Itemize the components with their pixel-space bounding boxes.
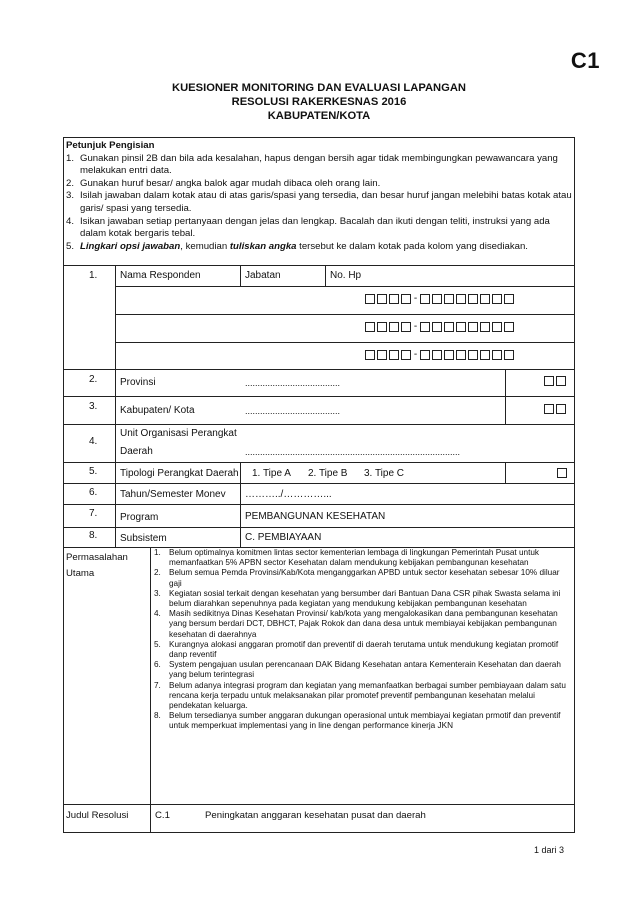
judul-resolusi-code: C.1 [155,810,170,821]
row-number: 4. [89,436,98,447]
instructions-heading: Petunjuk Pengisian [66,140,155,151]
row-number: 7. [89,508,98,519]
kabupaten-code-boxes[interactable] [544,404,568,414]
rule [115,342,574,343]
row-number: 2. [89,374,98,385]
instruction-item: 4. Isikan jawaban setiap pertanyaan dengan jelas dan lengkap. Bacalah dan ikuti dengan teliti, instruksi yang ada dalam kotak bergaris tebal. [66,215,550,240]
judul-resolusi-text: Peningkatan anggaran kesehatan pusat dan daerah [205,810,426,821]
nama-responden-label: Nama Responden [120,270,201,281]
phone-number-boxes[interactable]: - [365,294,516,304]
rule [64,483,574,484]
instruction-item: 2. Gunakan huruf besar/ angka balok agar mudah dibaca oleh orang lain. [66,177,381,189]
phone-number-boxes[interactable]: - [365,350,516,360]
row-number: 3. [89,401,98,412]
problem-item: 3. Kegiatan sosial terkait dengan kesehatan yang bersumber dari Bantuan Dana CSR pihak Swasta selama ini belum diarahkan sepenuhnya pada kegiatan yang mendukung kebijakan pembangunan kesehatan [154,588,561,609]
rule [64,424,574,425]
rule [505,369,506,424]
permasalahan-list [154,548,572,732]
title-line-1: KUESIONER MONITORING DAN EVALUASI LAPANGAN [172,82,466,94]
provinsi-code-boxes[interactable] [544,376,568,386]
rule [150,547,151,832]
tipologi-answer-box[interactable] [557,468,569,478]
rule [64,462,574,463]
subsistem-value: C. PEMBIAYAAN [245,532,322,543]
problem-item: 7. Belum adanya integrasi program dan kegiatan yang memanfaatkan berbagai sumber pembiayaan dalam satu rencana kerja terpadu untuk melaksanakan pilar promotef preventif pembangunan kesehatan melalui pendekatan keluarga. [154,680,566,711]
judul-resolusi-label: Judul Resolusi [66,810,129,821]
title-line-2: RESOLUSI RAKERKESNAS 2016 [231,96,407,108]
title-line-3: KABUPATEN/KOTA [267,110,371,122]
problem-item: 8. Belum tersedianya sumber anggaran dukungan operasional untuk membiayai kegiatan prmotif dan preventif untuk memperkuat implementasi yang in line dengan performance kinerja JKN [154,711,561,731]
rule [64,396,574,397]
tipologi-label: Tipologi Perangkat Daerah [120,468,239,479]
no-hp-label: No. Hp [330,270,362,281]
problem-item: 1. Belum optimalnya komitmen lintas sector kementerian lembaga di lingkungan Pemerintah Pusat untuk memanfaatkan 5% APBN sector Kesehatan dalam mendukung kebijakan pembangunan kesehatan [154,548,539,568]
tahun-semester-field[interactable]: ………../…………... [245,489,332,500]
instruction-item: 1. Gunakan pinsil 2B dan bila ada kesalahan, hapus dengan bersih agar tidak membingungkan pewawancara yang melakukan entri data. [66,152,558,177]
rule [64,504,574,505]
problem-item: 2. Belum semua Pemda Provinsi/Kab/Kota menganggarkan APBD untuk sector kesehatan sebesar 10% diluar gaji [154,568,560,588]
rule [505,462,506,483]
rule [64,369,574,370]
row-number: 5. [89,466,98,477]
instruction-item: 5. Lingkari opsi jawaban, kemudian tuliskan angka tersebut ke dalam kotak pada kolom yang disediakan. [66,240,528,252]
problem-item: 4. Masih sedikitnya Dinas Kesehatan Provinsi/ kab/kota yang mengalokasikan dana pembangunan kesehatan yang bersum berdari DCT, DBHCT, Pajak Rokok dan dana desa untuk membiayai kebijakan pembangunan kesehatan di daerahnya [154,609,558,639]
option-tipe-c[interactable]: 3. Tipe C [364,468,405,479]
unit-organisasi-field[interactable]: ...................................................................................... [245,447,461,457]
rule [64,804,574,805]
unit-organisasi-label: Unit Organisasi Perangkat [120,428,237,439]
kabupaten-kota-field[interactable]: ...................................... [245,406,341,416]
phone-number-boxes[interactable]: - [365,322,516,332]
option-tipe-a[interactable]: 1. Tipe A [252,468,291,479]
row-number: 8. [89,530,98,541]
row-number: 6. [89,487,98,498]
unit-organisasi-label-2: Daerah [120,446,153,457]
rule [240,462,241,547]
problem-item: 5. Kurangnya alokasi anggaran promotif dan preventif di daerah terutama untuk mendukung kegiatan promotif danp reventif [154,639,559,660]
instruction-item: 3. Isilah jawaban dalam kotak atau di atas garis/spasi yang tersedia, dan besar huruf jangan melebihi batas kotak atau garis/ spasi yang tersedia. [66,190,572,214]
rule [115,314,574,315]
form-code: C1 [570,48,600,73]
row-number: 1. [89,270,98,281]
provinsi-field[interactable]: ...................................... [245,378,341,388]
rule [115,265,116,547]
permasalahan-label-2: Utama [66,568,95,579]
rule [64,265,574,266]
page-number: 1 dari 3 [533,845,564,855]
rule [64,527,574,528]
subsistem-label: Subsistem [120,533,167,544]
rule [325,265,326,286]
provinsi-label: Provinsi [120,377,156,388]
permasalahan-label: Permasalahan [66,552,128,563]
instructions [66,140,572,253]
questionnaire-form [63,137,575,833]
rule [115,286,574,287]
problem-item: 6. System pengajuan usulan perencanaan DAK Bidang Kesehatan antara Kementerain Kesehatan dan daerah yang belum terintegrasi [154,660,561,680]
option-tipe-b[interactable]: 2. Tipe B [308,468,348,479]
tahun-semester-label: Tahun/Semester Monev [120,489,226,500]
kabupaten-kota-label: Kabupaten/ Kota [120,405,195,416]
jabatan-label: Jabatan [245,270,281,281]
program-value: PEMBANGUNAN KESEHATAN [245,511,386,522]
program-label: Program [120,512,159,523]
rule [240,265,241,286]
